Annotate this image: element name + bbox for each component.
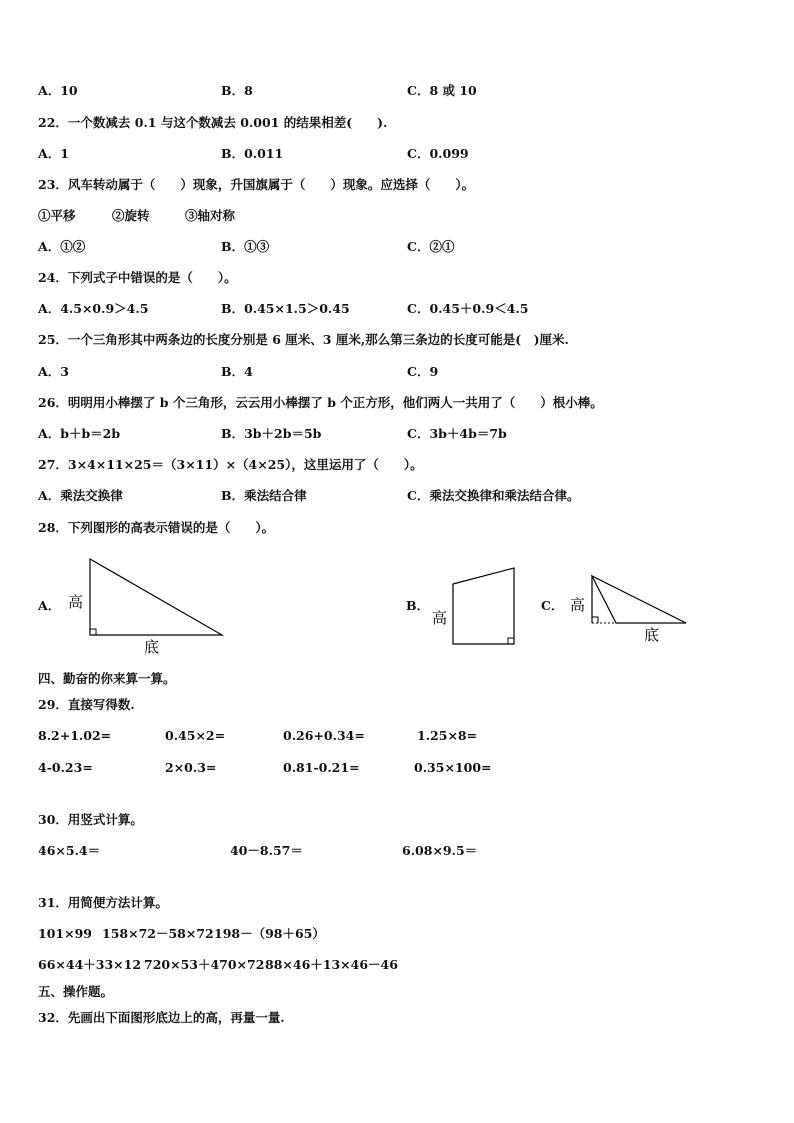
figure-c-right-angle-mark: [592, 617, 598, 623]
q28-figure-a: [60, 555, 230, 655]
q24-options-row: [38, 301, 758, 317]
q29-item: 8.2+1.02=: [38, 728, 112, 743]
q31-item: 101×99: [38, 926, 92, 941]
q24-stem: 24．下列式子中错误的是（ ）。: [38, 270, 237, 285]
q31-item: 158×72－58×72: [102, 926, 214, 941]
q30-item: 6.08×9.5＝: [402, 843, 478, 858]
q21-option-b: B．8: [221, 83, 253, 98]
q29-item: 0.81-0.21=: [283, 760, 360, 775]
q23-choice-2: ②旋转: [112, 208, 150, 223]
q29-item: 0.26+0.34=: [283, 728, 365, 743]
q30-row: [38, 843, 758, 859]
q24-option-a: A．4.5×0.9＞4.5: [38, 301, 149, 316]
q24-option-b: B．0.45×1.5＞0.45: [221, 301, 350, 316]
figure-b-trapezoid: [453, 568, 514, 644]
q27-stem: 27．3×4×11×25＝（3×11）×（4×25），这里运用了（ ）。: [38, 457, 423, 472]
figure-b-right-angle-mark: [508, 638, 514, 644]
q22-option-a: A．1: [38, 146, 69, 161]
q23-option-c: C．②①: [407, 239, 455, 254]
q27-options-row: [38, 488, 758, 504]
q23-choice-1: ①平移: [38, 208, 76, 223]
q29-item: 4-0.23=: [38, 760, 93, 775]
q30-item: 46×5.4＝: [38, 843, 101, 858]
q29-row-2: [38, 760, 758, 776]
q31-item: 66×44＋33×12: [38, 957, 142, 972]
q21-options-row: [38, 83, 758, 99]
figure-a-base-label: 底: [144, 638, 160, 655]
q31-item: 198－（98＋65）: [214, 926, 325, 941]
q28-label-c: C．: [541, 598, 564, 613]
q21-option-a: A．10: [38, 83, 78, 98]
q22-stem: 22．一个数减去 0.1 与这个数减去 0.001 的结果相差( ).: [38, 115, 388, 130]
figure-a-right-angle-mark: [90, 629, 96, 635]
q25-option-c: C．9: [407, 364, 439, 379]
q23-option-a: A．①②: [38, 239, 86, 254]
q28-figure-c: [564, 568, 694, 646]
q31-row-1: [38, 926, 758, 942]
q28-label-a: A．: [38, 598, 61, 613]
q29-item: 0.45×2=: [165, 728, 226, 743]
q26-stem: 26．明明用小棒摆了 b 个三角形，云云用小棒摆了 b 个正方形，他们两人一共用了（ ）根小棒。: [38, 395, 603, 410]
figure-c-triangle: [592, 576, 686, 623]
q29-item: 2×0.3=: [165, 760, 217, 775]
q22-options-row: [38, 146, 758, 162]
q28-stem: 28．下列图形的高表示错误的是（ ）。: [38, 520, 275, 535]
q26-option-c: C．3b＋4b＝7b: [407, 426, 507, 441]
figure-b-height-label: 高: [432, 609, 448, 627]
q25-option-a: A．3: [38, 364, 69, 379]
q23-stem: 23．风车转动属于（ ）现象，升国旗属于（ ）现象。应选择（ ）。: [38, 177, 475, 192]
section-5-title: 五、操作题。: [38, 984, 114, 999]
q27-option-b: B．乘法结合律: [221, 488, 307, 503]
q22-option-c: C．0.099: [407, 146, 469, 161]
q23-choice-3: ③轴对称: [185, 208, 236, 223]
q27-option-a: A．乘法交换律: [38, 488, 123, 503]
q32-stem: 32．先画出下面图形底边上的高，再量一量.: [38, 1010, 285, 1025]
q25-options-row: [38, 364, 758, 380]
q22-option-b: B．0.011: [221, 146, 284, 161]
section-4-title: 四、勤奋的你来算一算。: [38, 671, 176, 686]
q31-stem: 31．用简便方法计算。: [38, 895, 168, 910]
q29-item: 1.25×8=: [417, 728, 478, 743]
q27-option-c: C．乘法交换律和乘法结合律。: [407, 488, 580, 503]
q26-option-b: B．3b＋2b＝5b: [221, 426, 322, 441]
figure-c-height-label: 高: [570, 596, 586, 614]
q29-stem: 29．直接写得数.: [38, 697, 135, 712]
q24-option-c: C．0.45＋0.9＜4.5: [407, 301, 529, 316]
q21-option-c: C．8 或 10: [407, 83, 477, 98]
q30-stem: 30．用竖式计算。: [38, 812, 143, 827]
q29-row-1: [38, 728, 758, 744]
q30-item: 40－8.57＝: [230, 843, 303, 858]
q25-option-b: B．4: [221, 364, 253, 379]
q28-label-b: B．: [406, 598, 430, 613]
q23-choices-row: [38, 208, 438, 224]
q23-option-b: B．①③: [221, 239, 270, 254]
figure-c-base-label: 底: [644, 626, 660, 644]
q31-row-2: [38, 957, 758, 973]
q26-options-row: [38, 426, 758, 442]
q26-option-a: A．b＋b＝2b: [38, 426, 121, 441]
q25-stem: 25．一个三角形其中两条边的长度分别是 6 厘米、3 厘米,那么第三条边的长度可能是( )厘米.: [38, 332, 569, 347]
figure-a-triangle: [90, 559, 222, 635]
figure-a-height-label: 高: [68, 593, 84, 611]
q28-figure-b: [428, 562, 523, 650]
q29-item: 0.35×100=: [414, 760, 492, 775]
q31-item: 720×53＋470×72: [144, 957, 265, 972]
q23-options-row: [38, 239, 758, 255]
q31-item: 88×46＋13×46－46: [265, 957, 398, 972]
